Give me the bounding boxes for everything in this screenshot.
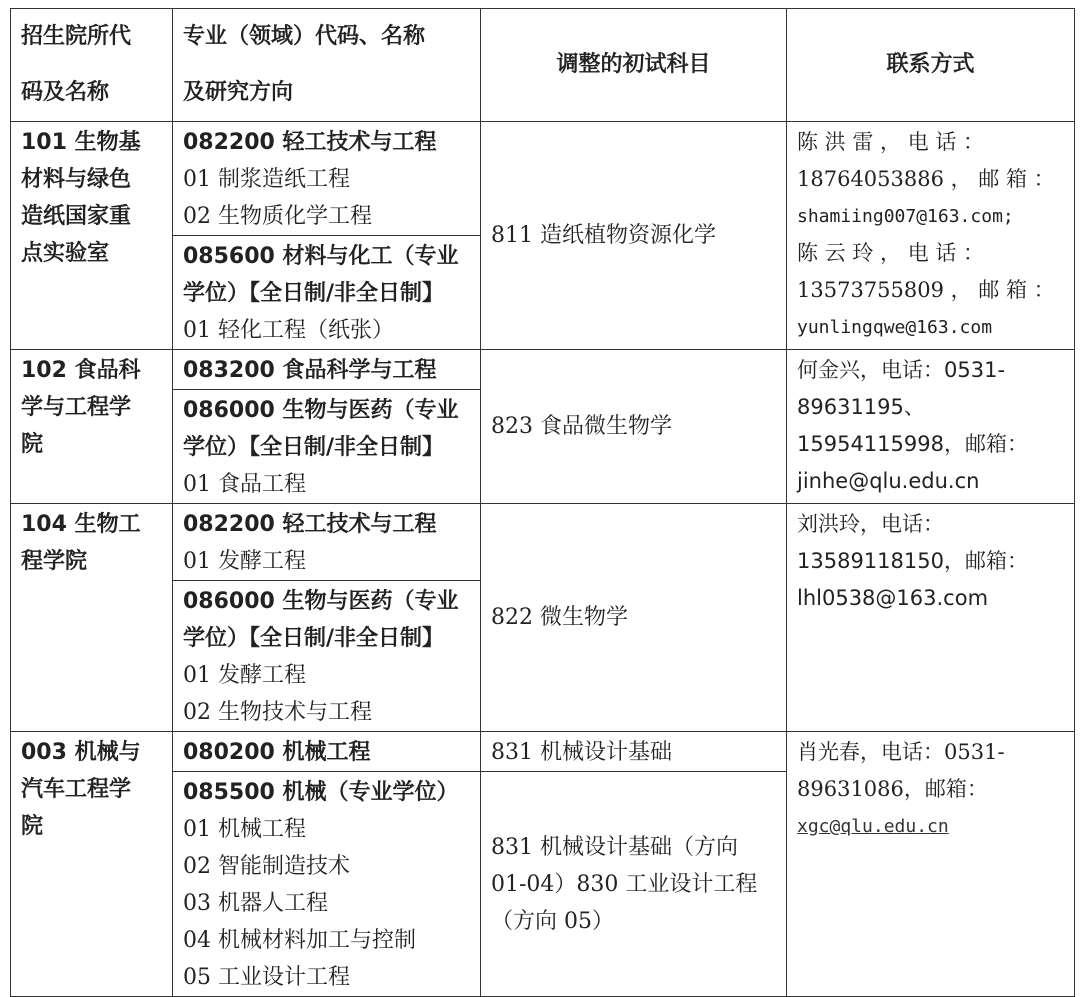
institute-cell bbox=[11, 122, 173, 350]
contact-cell bbox=[787, 504, 1075, 732]
subject-cell: 823 食品微生物学 bbox=[481, 350, 787, 504]
major-title: 学位）【全日制/非全日制】 bbox=[183, 626, 445, 651]
contact-line: 刘洪玲，电话： bbox=[797, 512, 944, 536]
subject-line: （方向 05） bbox=[491, 908, 614, 934]
contact-line: 陈 云 玲 ， 电 话 ： bbox=[797, 241, 985, 265]
subject-cell: 831 机械设计基础 bbox=[481, 732, 787, 772]
contact-cell bbox=[787, 350, 1075, 504]
contact-line: 13589118150，邮箱： bbox=[797, 549, 1028, 573]
major-title: 083200 食品科学与工程 bbox=[183, 358, 437, 383]
contact-line: 15954115998，邮箱： bbox=[797, 432, 1028, 456]
institute-line: 点实验室 bbox=[21, 241, 110, 266]
major-direction: 04 机械材料加工与控制 bbox=[183, 928, 416, 953]
table-row bbox=[11, 122, 1075, 236]
major-title: 086000 生物与医药（专业 bbox=[183, 398, 459, 423]
header-major-line: 及研究方向 bbox=[183, 80, 294, 105]
header-major-line: 专业（领域）代码、名称 bbox=[183, 24, 426, 49]
major-cell bbox=[173, 504, 481, 581]
header-row bbox=[11, 9, 1075, 122]
table-row bbox=[11, 732, 1075, 772]
major-cell bbox=[173, 581, 481, 732]
major-direction: 01 发酵工程 bbox=[183, 549, 306, 574]
institute-cell bbox=[11, 732, 173, 997]
subject-cell: 822 微生物学 bbox=[481, 504, 787, 732]
major-cell bbox=[173, 236, 481, 350]
institute-line: 102 食品科 bbox=[21, 358, 141, 383]
header-contact: 联系方式 bbox=[787, 9, 1075, 122]
major-cell bbox=[173, 390, 481, 504]
institute-line: 003 机械与 bbox=[21, 740, 141, 765]
major-title: 086000 生物与医药（专业 bbox=[183, 589, 459, 614]
major-direction: 02 生物质化学工程 bbox=[183, 204, 372, 229]
major-title: 082200 轻工技术与工程 bbox=[183, 512, 437, 537]
contact-email: shamiing007@163.com; bbox=[797, 206, 1014, 227]
major-direction: 01 发酵工程 bbox=[183, 663, 306, 688]
major-cell bbox=[173, 732, 481, 772]
admissions-table bbox=[10, 8, 1075, 997]
institute-cell bbox=[11, 350, 173, 504]
institute-cell bbox=[11, 504, 173, 732]
contact-email-link[interactable]: xgc@qlu.edu.cn bbox=[797, 816, 949, 837]
table-row bbox=[11, 504, 1075, 581]
major-title: 学位）【全日制/非全日制】 bbox=[183, 435, 445, 460]
institute-line: 材料与绿色 bbox=[21, 167, 132, 192]
subject-cell: 811 造纸植物资源化学 bbox=[481, 122, 787, 350]
subject-line: 831 机械设计基础（方向 bbox=[491, 834, 738, 860]
major-cell bbox=[173, 122, 481, 236]
contact-line: 何金兴，电话：0531- bbox=[797, 358, 1006, 382]
major-direction: 02 生物技术与工程 bbox=[183, 700, 372, 725]
institute-line: 学与工程学 bbox=[21, 395, 132, 420]
institute-line: 101 生物基 bbox=[21, 130, 141, 155]
major-title: 085600 材料与化工（专业 bbox=[183, 244, 459, 269]
institute-line: 程学院 bbox=[21, 549, 88, 574]
institute-line: 104 生物工 bbox=[21, 512, 141, 537]
major-direction: 01 轻化工程（纸张） bbox=[183, 318, 394, 343]
major-title: 学位）【全日制/非全日制】 bbox=[183, 281, 445, 306]
major-direction: 03 机器人工程 bbox=[183, 891, 328, 916]
major-cell bbox=[173, 350, 481, 390]
contact-cell bbox=[787, 122, 1075, 350]
major-direction: 05 工业设计工程 bbox=[183, 965, 350, 990]
contact-line: 13573755809 ， 邮 箱 ： bbox=[797, 278, 1055, 302]
contact-email: lhl0538@163.com bbox=[797, 586, 989, 610]
institute-line: 院 bbox=[21, 432, 44, 457]
header-subject: 调整的初试科目 bbox=[481, 9, 787, 122]
table-row bbox=[11, 350, 1075, 390]
major-title: 085500 机械（专业学位） bbox=[183, 780, 459, 805]
contact-line: 89631086，邮箱： bbox=[797, 777, 988, 801]
contact-email: yunlingqwe@163.com bbox=[797, 317, 993, 338]
contact-line: 肖光春，电话：0531- bbox=[797, 740, 1005, 764]
major-direction: 01 制浆造纸工程 bbox=[183, 167, 350, 192]
contact-line: 陈 洪 雷 ， 电 话 ： bbox=[797, 130, 985, 154]
subject-line: 01-04）830 工业设计工程 bbox=[491, 871, 758, 897]
contact-line: 89631195、 bbox=[797, 395, 925, 419]
header-institute bbox=[11, 9, 173, 122]
header-institute-line: 招生院所代 bbox=[21, 24, 132, 49]
institute-line: 造纸国家重 bbox=[21, 204, 132, 229]
contact-line: 18764053886 ， 邮 箱 ： bbox=[797, 167, 1055, 191]
institute-line: 院 bbox=[21, 814, 44, 839]
major-direction: 01 食品工程 bbox=[183, 472, 306, 497]
major-direction: 01 机械工程 bbox=[183, 817, 306, 842]
institute-line: 汽车工程学 bbox=[21, 777, 132, 802]
major-title: 080200 机械工程 bbox=[183, 740, 371, 765]
header-major bbox=[173, 9, 481, 122]
major-cell bbox=[173, 772, 481, 997]
header-institute-line: 码及名称 bbox=[21, 80, 110, 105]
subject-cell bbox=[481, 772, 787, 997]
contact-email: jinhe@qlu.edu.cn bbox=[797, 469, 980, 493]
major-direction: 02 智能制造技术 bbox=[183, 854, 350, 879]
major-title: 082200 轻工技术与工程 bbox=[183, 130, 437, 155]
contact-cell bbox=[787, 732, 1075, 997]
